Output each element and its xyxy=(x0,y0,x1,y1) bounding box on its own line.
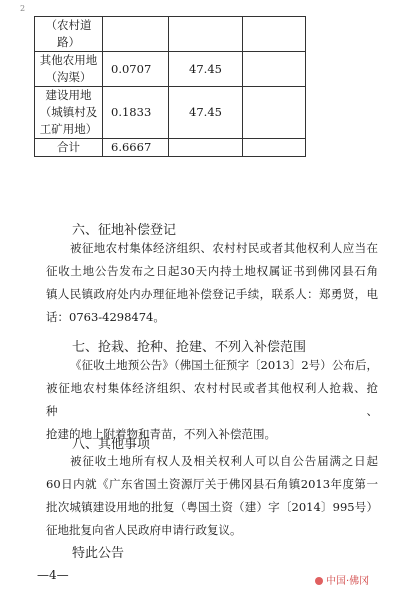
section-8-line: 被征收土地所有权人及相关权利人可以自公告届满之日起 xyxy=(70,454,378,468)
section-6-line: 被征地农村集体经济组织、农村村民或者其他权利人应当在 xyxy=(70,241,378,255)
section-7-heading: 七、抢栽、抢种、抢建、不列入补偿范围 xyxy=(72,340,307,355)
section-6-heading: 六、征地补偿登记 xyxy=(72,223,177,238)
area-cell: 6.6667 xyxy=(103,139,169,157)
section-8-line: 60日内就《广东省国土资源厅关于佛冈县石角镇2013年度第一 xyxy=(46,477,378,491)
rate-cell: 47.45 xyxy=(168,52,242,87)
section-6-line: 镇人民镇政府处内办理征地补偿登记手续，联系人：郑勇贤，电 xyxy=(46,287,378,301)
section-7-line: 被征地农村集体经济组织、农村村民或者其他权利人抢栽、抢种、 xyxy=(46,381,378,418)
rate-cell xyxy=(168,17,242,52)
section-7-line: 《征收土地预公告》（佛国土征预字〔2013〕2号）公布后， xyxy=(70,358,378,372)
page-label: 2 xyxy=(20,4,26,13)
land-type-line: 路） xyxy=(57,35,80,49)
table-row xyxy=(35,52,306,87)
section-8-line: 批次城镇建设用地的批复（粤国土资（建）字〔2014〕995号） xyxy=(46,500,378,514)
table-row xyxy=(35,17,306,52)
area-cell: 0.1833 xyxy=(103,87,169,139)
area-cell xyxy=(103,17,169,52)
land-type-cell xyxy=(35,17,103,52)
land-type-line: （农村道 xyxy=(45,18,92,32)
rate-cell xyxy=(168,139,242,157)
land-type-line: 合计 xyxy=(57,140,80,154)
area-cell: 0.0707 xyxy=(103,52,169,87)
section-7-line: 抢建的地上附着物和青苗，不列入补偿范围。 xyxy=(46,427,276,441)
land-type-cell xyxy=(35,139,103,157)
empty-cell xyxy=(243,87,306,139)
section-6-line: 征收土地公告发布之日起30天内持土地权属证书到佛冈县石角 xyxy=(46,264,378,278)
table-row xyxy=(35,87,306,139)
land-type-cell xyxy=(35,87,103,139)
empty-cell xyxy=(243,52,306,87)
section-8-line: 征地批复向省人民政府申请行政复议。 xyxy=(46,523,242,537)
land-type-line: 工矿用地） xyxy=(39,122,98,136)
watermark-logo xyxy=(315,572,369,587)
page-number: —4— xyxy=(37,568,69,582)
table-row xyxy=(35,139,306,157)
rate-cell: 47.45 xyxy=(168,87,242,139)
section-6-body xyxy=(46,237,378,329)
watermark-text: 中国·佛冈 xyxy=(326,576,370,587)
land-type-line: （沟渠） xyxy=(45,70,92,84)
land-table xyxy=(34,16,306,157)
section-6-line: 话：0763-4298474。 xyxy=(46,310,165,324)
section-8-heading: 八、其他事项 xyxy=(72,437,151,452)
land-type-line: 建设用地 xyxy=(45,88,92,102)
closing-text: 特此公告 xyxy=(72,546,125,561)
seal-icon xyxy=(315,577,323,585)
empty-cell xyxy=(243,17,306,52)
empty-cell xyxy=(243,139,306,157)
section-8-body xyxy=(46,450,378,542)
land-type-cell xyxy=(35,52,103,87)
land-type-line: （城镇村及 xyxy=(39,105,98,119)
land-type-line: 其他农用地 xyxy=(39,53,98,67)
